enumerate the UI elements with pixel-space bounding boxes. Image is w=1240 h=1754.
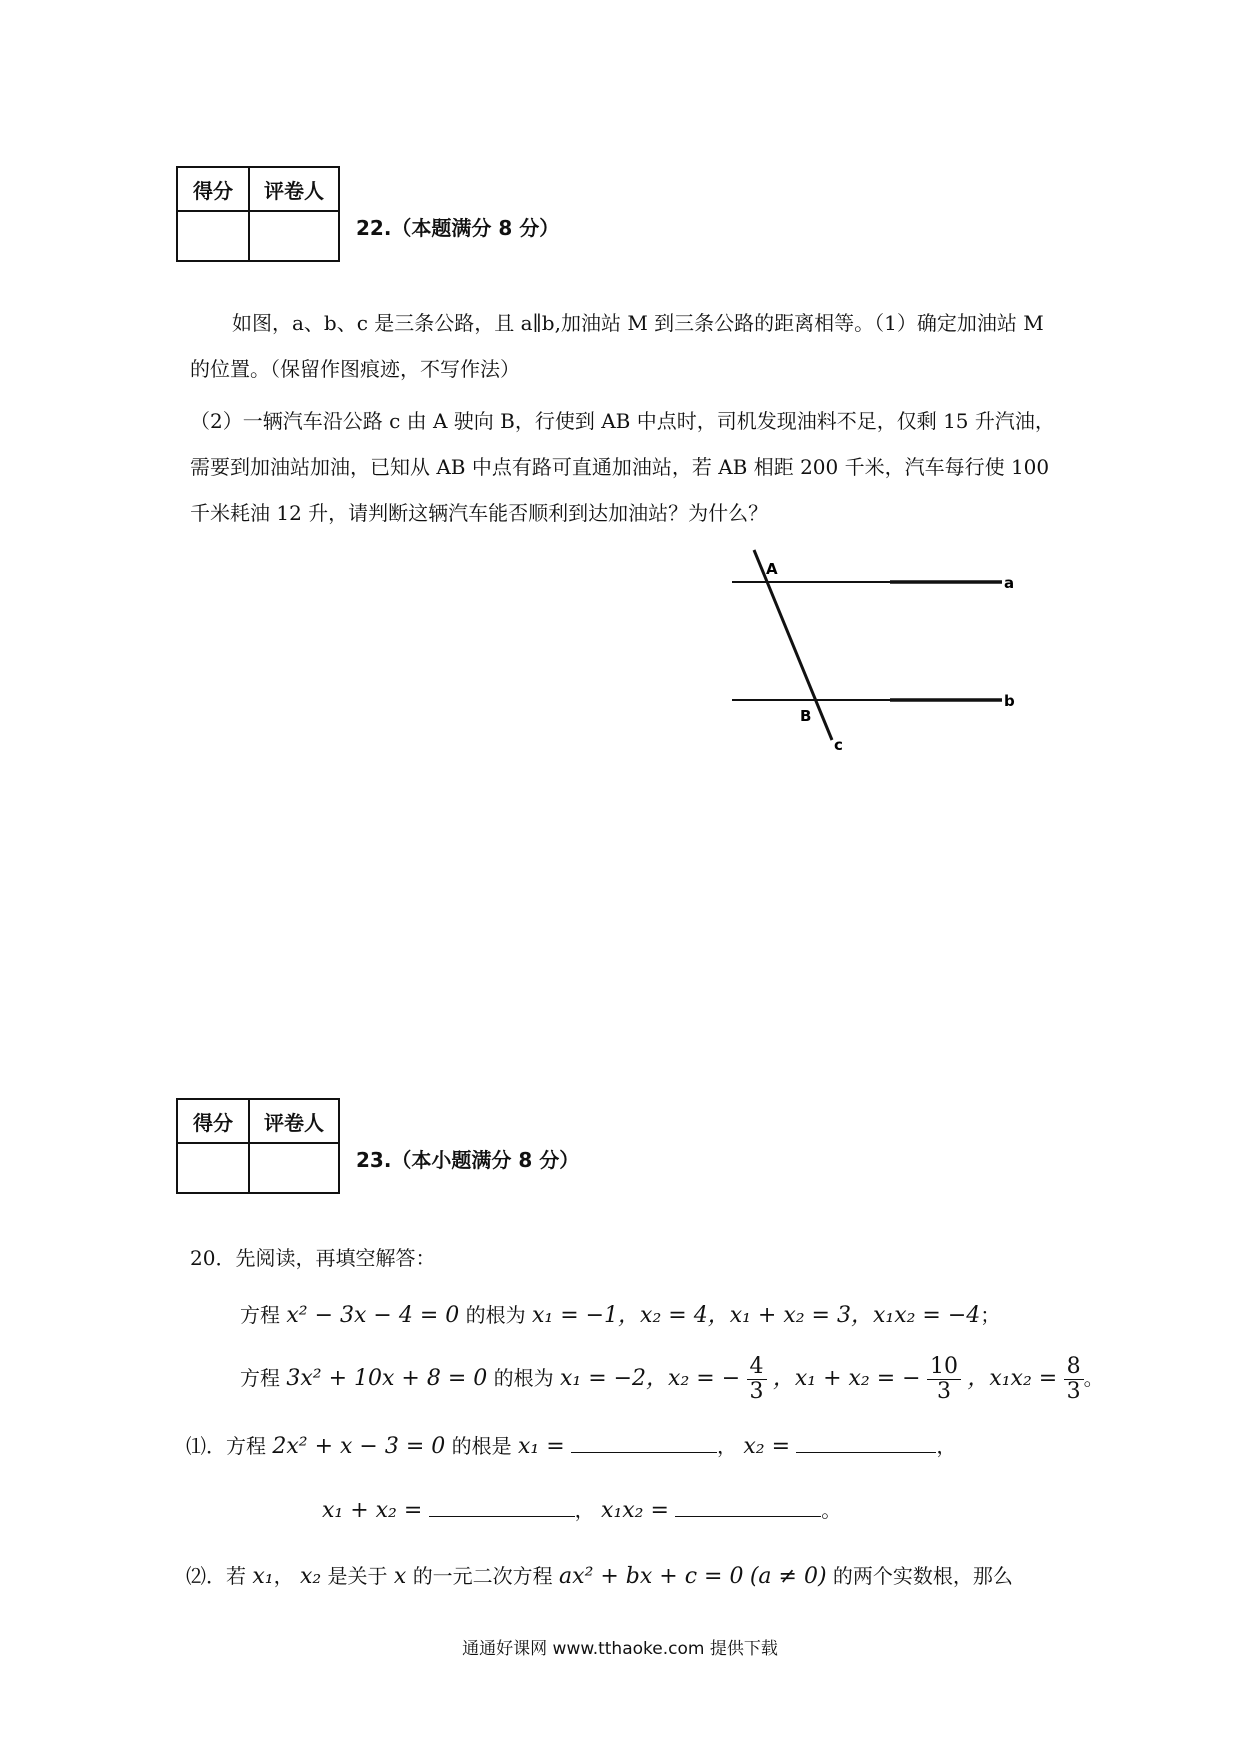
- road-figure: [720, 540, 1020, 760]
- answer-blank-x2[interactable]: [796, 1432, 936, 1453]
- p1-sum-label: x₁ + x₂ =: [322, 1498, 423, 1523]
- p2-text-2: 的一元二次方程: [412, 1564, 553, 1588]
- example-1: [240, 1298, 1000, 1329]
- score-header: 得分: [177, 1099, 249, 1143]
- grader-header: 评卷人: [249, 1099, 339, 1143]
- ex1-equation: x² − 3x − 4 = 0: [286, 1303, 460, 1328]
- p2-equation: ax² + bx + c = 0: [559, 1564, 744, 1589]
- part-1: ⑴．方程 2x² + x − 3 = 0 的根是 x₁ = ， x₂ = ，: [186, 1434, 957, 1459]
- question-23-intro: 20．先阅读，再填空解答：: [190, 1246, 436, 1270]
- ex2-end: 。: [1083, 1366, 1104, 1390]
- ex2-mid: 的根为: [493, 1366, 554, 1390]
- score-header: 得分: [177, 167, 249, 211]
- p2-x1: x₁: [252, 1564, 274, 1589]
- fraction-8-3: $\frac{8}{3}$: [1064, 1355, 1084, 1404]
- road-c-line: [754, 550, 832, 740]
- part-1-line-2: x₁ + x₂ = ， x₁x₂ = 。: [322, 1498, 842, 1523]
- grader-cell: [249, 211, 339, 261]
- ex1-mid: 的根为: [465, 1303, 526, 1327]
- p1-mid: 的根是: [451, 1434, 512, 1458]
- p2-x: x: [393, 1564, 407, 1589]
- ex1-prefix: 方程: [240, 1303, 280, 1327]
- p1-equation: 2x² + x − 3 = 0: [272, 1434, 446, 1459]
- p2-text-3: 的两个实数根，那么: [832, 1564, 1013, 1588]
- score-cell: [177, 211, 249, 261]
- p1-x1-label: x₁ =: [517, 1434, 565, 1459]
- label-B: B: [800, 707, 812, 725]
- fraction-10-3: $\frac{10}{3}$: [927, 1355, 961, 1404]
- label-A: A: [766, 560, 778, 578]
- ex2-root-1: x₁ = −2，x₂ = −: [559, 1366, 741, 1391]
- p2-x2: x₂: [299, 1564, 322, 1589]
- label-c: c: [834, 736, 843, 754]
- p2-condition: (a ≠ 0): [749, 1564, 827, 1589]
- example-2: [240, 1350, 1104, 1407]
- p2-text-1: 是关于: [327, 1564, 388, 1588]
- question-22-title: 22.（本题满分 8 分）: [356, 216, 560, 240]
- page-footer: 通通好课网 www.tthaoke.com 提供下载: [462, 1639, 778, 1659]
- ex1-end: ；: [980, 1303, 1001, 1327]
- ex2-sum: ，x₁ + x₂ = −: [772, 1366, 921, 1391]
- ex2-product: ，x₁x₂ =: [967, 1366, 1058, 1391]
- p1-product-label: x₁x₂ =: [601, 1498, 669, 1523]
- question-23-title: 23.（本小题满分 8 分）: [356, 1148, 580, 1172]
- ex2-prefix: 方程: [240, 1366, 280, 1390]
- answer-blank-x1[interactable]: [571, 1432, 717, 1453]
- question-22-para1: 如图，a、b、c 是三条公路，且 a∥b,加油站 M 到三条公路的距离相等。（1）确定加油站 M 的位置。（保留作图痕迹，不写作法）: [190, 311, 1044, 381]
- score-table-22: [176, 166, 340, 262]
- part-2: ⑵．若 x₁， x₂ 是关于 x 的一元二次方程 ax² + bx + c = 0 (a ≠ 0) 的两个实数根，那么: [186, 1564, 1013, 1589]
- grader-header: 评卷人: [249, 167, 339, 211]
- p2-label: ⑵．若: [186, 1564, 246, 1588]
- fraction-4-3: $\frac{4}{3}$: [747, 1355, 767, 1404]
- answer-blank-product[interactable]: [675, 1496, 821, 1517]
- grader-cell: [249, 1143, 339, 1193]
- p1-x2-label: x₂ =: [743, 1434, 790, 1459]
- question-22-para2: （2）一辆汽车沿公路 c 由 A 驶向 B，行使到 AB 中点时，司机发现油料不足，仅剩 15 升汽油，需要到加油站加油，已知从 AB 中点有路可直通加油站，若 AB 相距 200 千米，汽车每行使 100 千米耗油 12 升，请判断这辆汽车能否顺利到达加油站？为什么？: [190, 409, 1055, 525]
- score-table-23: [176, 1098, 340, 1194]
- label-a: a: [1004, 574, 1015, 592]
- answer-blank-sum[interactable]: [429, 1496, 575, 1517]
- p1-label: ⑴．方程: [186, 1434, 266, 1458]
- label-b: b: [1004, 692, 1015, 710]
- ex1-roots: x₁ = −1，x₂ = 4，x₁ + x₂ = 3，x₁x₂ = −4: [531, 1303, 981, 1328]
- score-cell: [177, 1143, 249, 1193]
- ex2-equation: 3x² + 10x + 8 = 0: [286, 1366, 488, 1391]
